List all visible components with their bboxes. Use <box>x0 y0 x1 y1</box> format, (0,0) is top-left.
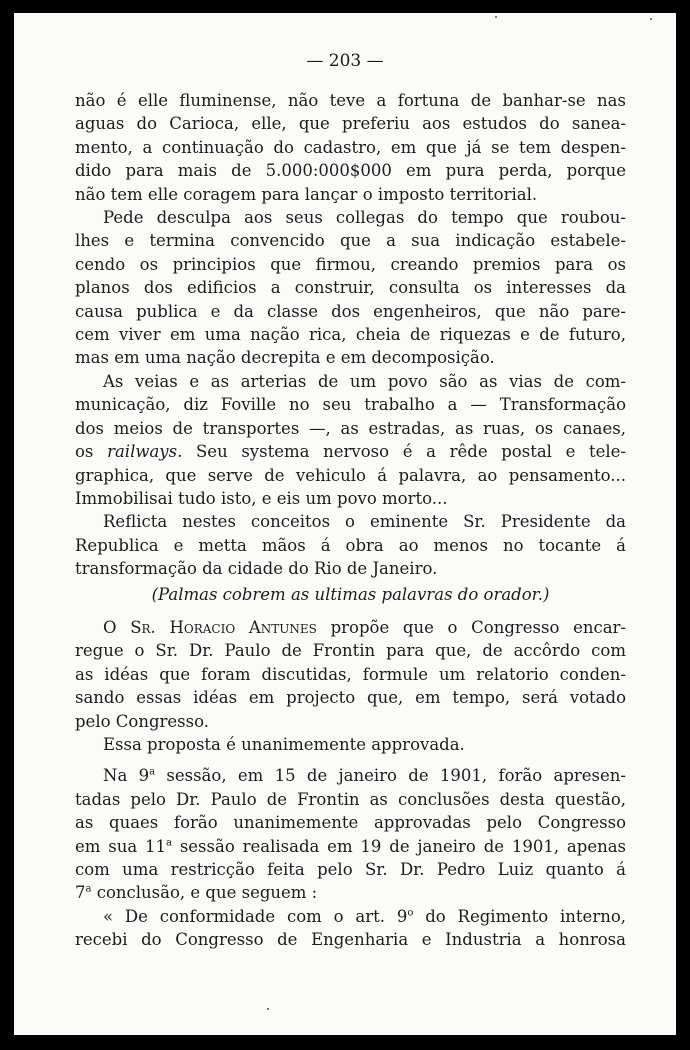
text-line: com uma restricção feita pelo Sr. Dr. Pedro Luiz quanto á <box>75 860 626 879</box>
line-rest: do Regimento interno, <box>425 906 627 926</box>
text-line: Immobilisai tudo isto, e eis um povo morto... <box>75 488 448 508</box>
text-line: Republica e metta mãos á obra ao menos no tocante á <box>75 535 626 555</box>
applause-note: (Palmas cobrem as ultimas palavras do orador.) <box>151 584 550 604</box>
text-line: Reflicta nestes conceitos o eminente Sr. Presidente da <box>103 512 626 532</box>
text-line: sando essas idéas em projecto que, em tempo, será votado <box>75 688 626 708</box>
line-rest: propõe que o Congresso encar- <box>330 617 627 637</box>
line-start: 7 <box>75 883 86 903</box>
ordinal: a <box>149 766 156 778</box>
text-line: lhes e termina convencido que a sua indicação estabele- <box>75 231 626 251</box>
speaker-name: Horacio Antunes <box>169 617 317 637</box>
text-line: tadas pelo Dr. Paulo de Frontin as conclusões desta questão, <box>75 789 626 809</box>
ordinal: a <box>85 883 92 895</box>
paper-speck <box>267 1008 269 1010</box>
text-line: transformação da cidade do Rio de Janeiro. <box>75 559 438 579</box>
text-line: aguas do Carioca, elle, que preferiu aos estudos do sanea- <box>75 114 626 134</box>
text-line <box>75 616 626 639</box>
text-line: as idéas que foram discutidas, formule um relatorio conden- <box>75 664 626 684</box>
line-start: em sua 11 <box>75 836 167 856</box>
text-line: as quaes forão unanimemente approvadas pelo Congresso <box>75 813 626 833</box>
railways-prefix: os <box>75 442 94 462</box>
ordinal: a <box>166 837 172 849</box>
ordinal: o <box>407 907 414 919</box>
text-line: mas em uma nação decrepita e em decomposição. <box>75 348 495 368</box>
text-line <box>75 440 626 463</box>
text-line: mento, a continuação do cadastro, em que já se tem despen- <box>75 137 626 157</box>
text-line: municação, diz Foville no seu trabalho a — Transformação <box>75 395 626 415</box>
text-line: pelo Congresso. <box>75 711 210 731</box>
page-number: — 203 — <box>306 51 384 71</box>
text-line: cendo os principios que firmou, creando premios para os <box>75 254 626 274</box>
line-rest: sessão, em 15 de janeiro de 1901, forão apresen- <box>166 766 626 786</box>
text-line: não tem elle coragem para lançar o imposto territorial. <box>75 184 538 204</box>
text-line: causa publica e da classe dos engenheiros, que não pare- <box>75 301 626 321</box>
text-line: dos meios de transportes —, as estradas, as ruas, os canaes, <box>75 418 626 438</box>
text-line <box>75 881 626 904</box>
text-line: cem viver em uma nação rica, cheia de riquezas e de futuro, <box>75 325 626 345</box>
line-start: Na 9 <box>103 766 150 786</box>
text-line: recebi do Congresso de Engenharia e Industria a honrosa <box>75 930 626 950</box>
text-line <box>75 835 626 858</box>
text-line: As veias e as arterias de um povo são as vias de com- <box>103 371 626 391</box>
text-line: Essa proposta é unanimemente approvada. <box>103 734 465 754</box>
line-rest: conclusão, e que seguem : <box>96 883 318 903</box>
text-line: Pede desculpa aos seus collegas do tempo que roubou- <box>103 208 626 228</box>
speaker-title: O Sr. <box>103 617 156 637</box>
line-rest: sessão realisada em 19 de janeiro de 1901, apenas <box>179 836 627 856</box>
text-line: dido para mais de 5.000:000$000 em pura perda, porque <box>75 161 626 181</box>
text-line: não é elle fluminense, não teve a fortuna de banhar-se nas <box>75 91 626 110</box>
text-line: planos dos edificios a construir, consulta os interesses da <box>75 278 626 298</box>
text-line: regue o Sr. Dr. Paulo de Frontin para que, de accôrdo com <box>75 641 626 661</box>
paper-speck <box>495 16 497 18</box>
text-line <box>75 905 626 928</box>
body-text <box>75 89 626 952</box>
book-page <box>14 13 676 1035</box>
line-start: « De conformidade com o art. 9 <box>103 906 408 926</box>
text-line: graphica, que serve de vehiculo á palavra, ao pensamento... <box>75 465 626 485</box>
railways-word: railways. <box>107 442 183 462</box>
text-line <box>75 764 626 787</box>
line-rest: Seu systema nervoso é a rêde postal e tele- <box>196 442 627 462</box>
paper-speck <box>650 18 652 20</box>
